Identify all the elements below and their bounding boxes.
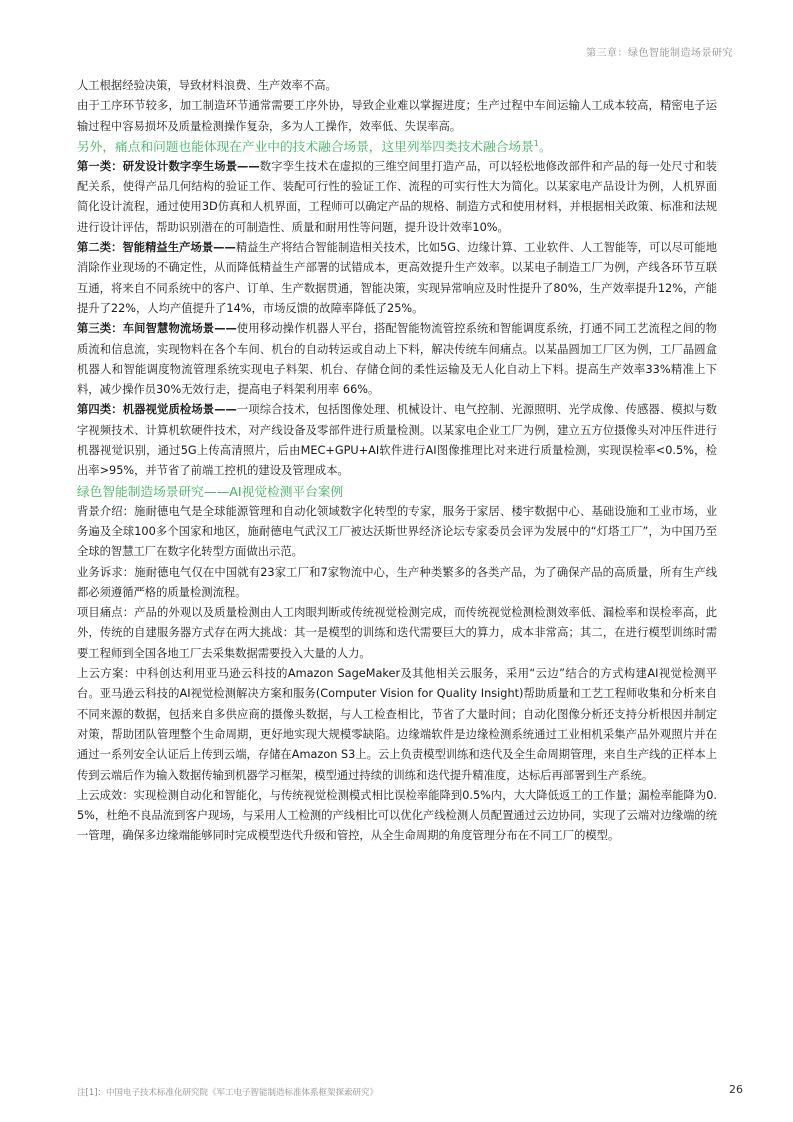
- case-paragraph-pain-points: 项目痛点：产品的外观以及质量检测由人工肉眼判断或传统视觉检测完成，而传统视觉检测检测效率低、漏检率和误检率高，此外，传统的自建服务器方式存在两大挑战：其一是模型的训练和迭代需要巨大的算力，成本非常高；其二，在进行模型训练时需要工程师到全国各地工厂去采集数据需要投入大量的人力。: [77, 606, 717, 660]
- page-number: 26: [729, 1083, 743, 1096]
- heading-end: 。: [538, 138, 552, 154]
- case-paragraph-requirement: 业务诉求：施耐德电气仅在中国就有23家工厂和7家物流中心，生产种类繁多的各类产品，为了确保产品的高质量，所有生产线都必须遵循严格的质量检测流程。: [77, 565, 717, 599]
- footnote-ref[interactable]: 1: [533, 138, 539, 148]
- case-paragraph-background: 背景介绍：施耐德电气是全球能源管理和自动化领域数字化转型的专家，服务于家居、楼宇数据中心、基础设施和工业市场，业务遍及全球100多个国家和地区，施耐德电气武汉工厂被达沃斯世界经济论坛专家委员会评为发展中的“灯塔工厂”，为中国乃至全球的智慧工厂在数字化转型方面做出示范。: [77, 504, 717, 559]
- case-paragraph-solution: 上云方案：中科创达利用亚马逊云科技的Amazon SageMaker及其他相关云服务，采用“云边”结合的方式构建AI视觉检测平台。亚马逊云科技的AI视觉检测解决方案和服务(Computer Vision for Quality Insight)帮助质量和工艺工程师收集和分析来自不同来源的数据，包括来自多供应商的摄像头数据，与人工检查相比，节省了大量时间；自动化图像分析还支持分析根因并制定对策，帮助团队管理整个生命周期，更好地实现大规模零缺陷。边缘端软件是边缘检测系统通过工业相机采集产品外观照片并在通过一系列安全认证后上传到云端，存储在Amazon S3上。云上负责模型训练和迭代及全生命周期管理，来自生产线的正样本上传到云端后作为输入数据传输到机器学习框架，模型通过持续的训练和迭代提升精准度，达标后再部署到生产系统。: [77, 667, 717, 782]
- section-heading-tech-fusion: [77, 137, 717, 157]
- scenario-title: 第四类：机器视觉质检场景——: [77, 403, 237, 417]
- scenario-item-1: [77, 157, 717, 238]
- intro-paragraph: 人工根据经验决策，导致材料浪费、生产效率不高。: [77, 79, 337, 92]
- scenario-text: 使用移动操作机器人平台，搭配智能物流管控系统和智能调度系统，打通不同工艺流程之间的物质流和信息流，实现物料在各个车间、机台的自动转运或自动上下料，解决传统车间痛点。以某晶圆加工厂区为例，工厂晶圆盒机器人和智能调度物流管理系统实现电子料架、机台、存储仓间的柔性运输及无人化自动上下料。提高生产效率33%精准上下料，减少操作员30%无效行走，提高电子料架利用率 66%。: [77, 322, 717, 397]
- page-content: [77, 76, 717, 847]
- scenario-item-4: [77, 400, 717, 481]
- scenario-item-2: [77, 238, 717, 319]
- footnote: 注[1]：中国电子技术标准化研究院《军工电子智能制造标准体系框架探索研究》: [77, 1088, 379, 1098]
- section-heading-case-study: 绿色智能制造场景研究——AI视觉检测平台案例: [77, 483, 344, 499]
- scenario-title: 第二类：智能精益生产场景——: [77, 241, 236, 255]
- heading-text: 另外，痛点和问题也能体现在产业中的技术融合场景，这里列举四类技术融合场景: [77, 138, 534, 154]
- scenario-text: 一项综合技术，包括图像处理、机械设计、电气控制、光源照明、光学成像、传感器、模拟与数字视频技术、计算机软硬件技术，对产线设备及零部件进行质量检测。以某家电企业工厂为例，建立五方位摄像头对冲压件进行机器视觉识别，通过5G上传高清照片，后由MEC+GPU+AI软件进行AI图像推理比对来进行质量检测，实现误检率<0.5%，检出率>95%，并节省了前端工控机的建设及管理成本。: [77, 403, 717, 478]
- scenario-item-3: [77, 319, 717, 400]
- chapter-header: 第三章：绿色智能制造场景研究: [586, 48, 733, 59]
- scenario-text: 数字孪生技术在虚拟的三维空间里打造产品，可以轻松地修改部件和产品的每一处尺寸和装配关系，使得产品几何结构的验证工作、装配可行性的验证工作、流程的可实行性大为简化。以某家电产品设计为例，人机界面简化设计流程，通过使用3D仿真和人机界面，工程师可以确定产品的规格、制造方式和使用材料，并根据相关政策、标准和法规进行设计评估，帮助识别潜在的可制造性、质量和耐用性等问题，提升设计效率10%。: [77, 159, 717, 234]
- scenario-title: 第三类：车间智慧物流场景——: [77, 322, 237, 336]
- intro-paragraph: 由于工序环节较多，加工制造环节通常需要工序外协，导致企业难以掌握进度；生产过程中车间运输人工成本较高，精密电子运输过程中容易损坏及质量检测操作复杂，多为人工操作，效率低、失误率高。: [77, 99, 717, 133]
- case-paragraph-results: 上云成效：实现检测自动化和智能化，与传统视觉检测模式相比误检率能降到0.5%内，大大降低返工的工作量；漏检率能降为0.5%，杜绝不良品流到客户现场，与采用人工检测的产线相比可以优化产线检测人员配置通过云边协同，实现了云端对边缘端的统一管理，确保多边缘端能够同时完成模型迭代升级和管控，从全生命周期的角度管理分布在不同工厂的模型。: [77, 788, 717, 843]
- scenario-text: 精益生产将结合智能制造相关技术，比如5G、边缘计算、工业软件、人工智能等，可以尽可能地消除作业现场的不确定性，从而降低精益生产部署的试错成本，更高效提升生产效率。以某电子制造工厂为例，产线各环节互联互通，将来自不同系统中的客户、订单、生产数据贯通，智能决策，实现异常响应及时性提升了80%，生产效率提升12%，产能提升了22%，人均产值提升了14%，市场反馈的故障率降低了25%。: [77, 241, 717, 315]
- scenario-title: 第一类：研发设计数字孪生场景——: [77, 159, 260, 173]
